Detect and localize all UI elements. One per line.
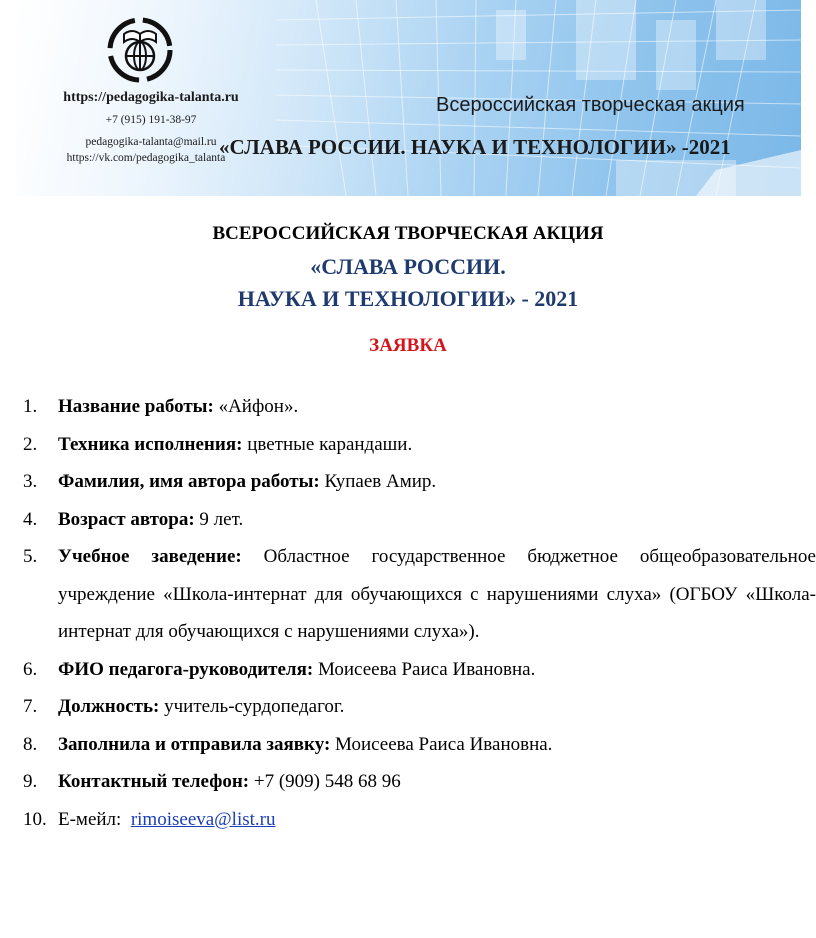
list-item	[23, 463, 816, 501]
item-label: Возраст автора:	[58, 508, 195, 530]
item-label: Название работы:	[58, 396, 214, 417]
item-label: Фамилия, имя автора работы:	[58, 471, 320, 492]
item-value: «Айфон».	[213, 396, 299, 417]
application-list	[23, 388, 816, 838]
item-label: Учебное заведение:	[58, 546, 242, 567]
item-label: Контактный телефон:	[58, 771, 250, 792]
banner-subtitle: Всероссийская творческая акция	[436, 94, 745, 116]
globe-book-logo-icon	[100, 8, 180, 88]
heading-line1: ВСЕРОССИЙСКАЯ ТВОРЧЕСКАЯ АКЦИЯ	[212, 223, 604, 244]
item-value: 9 лет.	[194, 508, 244, 530]
item-value: +7 (909) 548 68 96	[249, 771, 401, 792]
item-value: Моисеева Раиса Ивановна.	[313, 658, 536, 680]
item-number: 2.	[23, 433, 38, 455]
item-number: 5.	[23, 546, 38, 567]
item-number: 7.	[23, 696, 38, 717]
item-label: ФИО педагога-руководителя:	[58, 658, 314, 680]
item-value: учитель-сурдопедагог.	[159, 696, 345, 717]
list-item	[23, 501, 816, 539]
contact-phone: +7 (915) 191-38-97	[105, 114, 197, 126]
item-number: 6.	[23, 658, 38, 680]
item-value: Купаев Амир.	[319, 471, 437, 492]
item-value: Областное государственное бюджетное общеобразовательное учреждение «Школа-интернат для обучающихся с нарушениями слуха» (ОГБОУ «Школа-интернат для обучающихся с нарушениями слуха»).	[58, 546, 816, 642]
item-label: Заполнила и отправила заявку:	[58, 733, 331, 755]
header-banner	[16, 0, 801, 196]
item-label: Техника исполнения:	[58, 433, 243, 455]
contact-email[interactable]: pedagogika-talanta@mail.ru	[85, 136, 217, 148]
item-number: 10.	[23, 808, 47, 830]
list-item	[23, 688, 816, 726]
item-number: 9.	[23, 771, 38, 792]
heading-line3: НАУКА И ТЕХНОЛОГИИ» - 2021	[237, 286, 579, 311]
item-value: Моисеева Раиса Ивановна.	[330, 733, 553, 755]
item-number: 1.	[23, 396, 38, 417]
item-number: 8.	[23, 733, 38, 755]
item-number: 4.	[23, 508, 38, 530]
item-number: 3.	[23, 471, 38, 492]
site-url[interactable]: https://pedagogika-talanta.ru	[63, 90, 239, 105]
list-item	[23, 538, 816, 651]
list-item	[23, 388, 816, 426]
list-item	[23, 801, 816, 839]
list-item	[23, 651, 816, 689]
list-item	[23, 763, 816, 801]
item-value: цветные карандаши.	[242, 433, 413, 455]
item-label: Должность:	[58, 696, 160, 717]
request-title: ЗАЯВКА	[369, 335, 447, 356]
list-item	[23, 426, 816, 464]
item-label: Е-мейл:	[58, 808, 122, 830]
list-item	[23, 726, 816, 764]
banner-title: «СЛАВА РОССИИ. НАУКА И ТЕХНОЛОГИИ» -2021	[219, 135, 731, 159]
email-link[interactable]: rimoiseeva@list.ru	[130, 808, 276, 830]
heading-line2: «СЛАВА РОССИИ.	[310, 254, 506, 279]
vk-link[interactable]: https://vk.com/pedagogika_talanta	[66, 152, 226, 164]
